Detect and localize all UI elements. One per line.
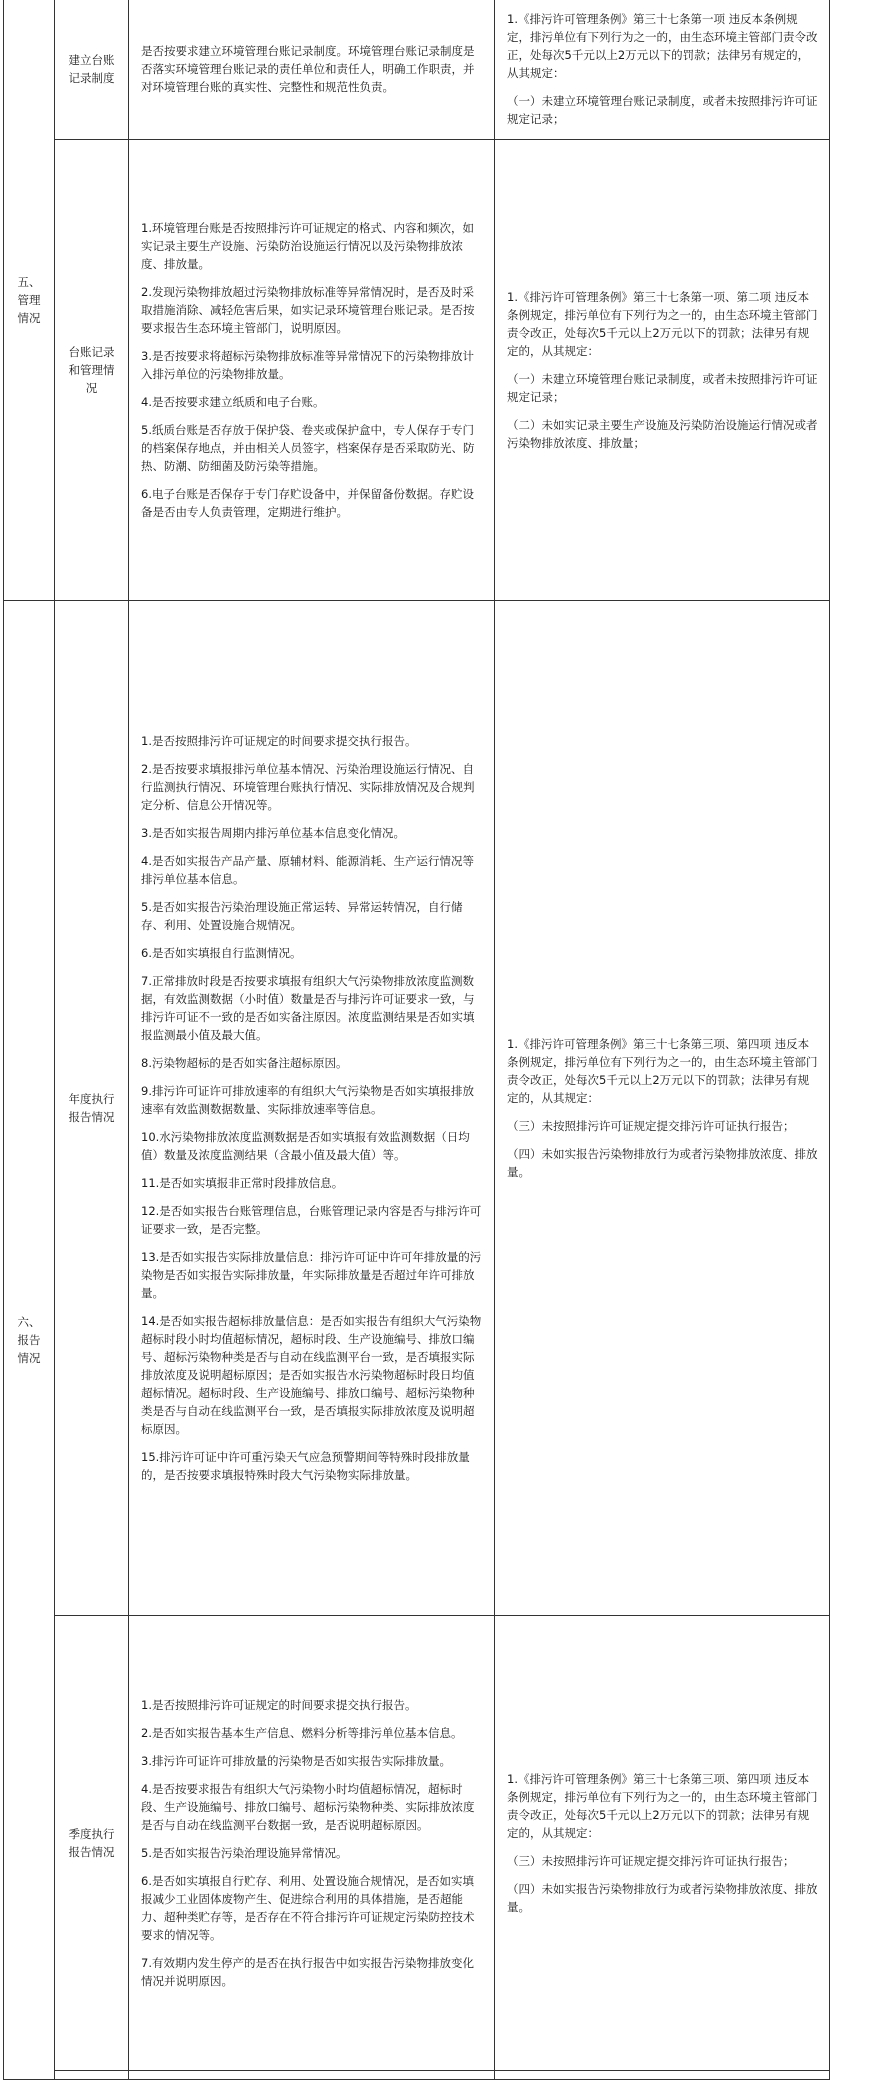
- legal-clause: （三）未按照排污许可证规定提交排污许可证执行报告；: [507, 1119, 795, 1133]
- check-item: 7.正常排放时段是否按要求填报有组织大气污染物排放浓度监测数据，有效监测数据（小时值）数量是否与排污许可证要求一致，与排污许可证不一致的是否如实备注原因。浓度监测结果是否如实填报监测最小值及最大值。: [141, 974, 475, 1042]
- section-label-reporting: 六、 报告 情况: [17, 1315, 41, 1365]
- subcategory-cell: [55, 1616, 129, 2071]
- check-item: 4.是否按要求报告有组织大气污染物小时均值超标情况，超标时段、生产设施编号、排放口编号、超标污染物种类、实际排放浓度是否与自动在线监测平台数据一致，是否说明超标原因。: [141, 1782, 475, 1832]
- check-item: 6.是否如实填报自行监测情况。: [141, 946, 302, 960]
- check-item: 6.电子台账是否保存于专门存贮设备中，并保留备份数据。存贮设备是否由专人负责管理，定期进行维护。: [141, 487, 474, 519]
- check-item: 2.是否如实报告基本生产信息、燃料分析等排污单位基本信息。: [141, 1726, 463, 1740]
- check-item: 11.是否如实填报非正常时段排放信息。: [141, 1176, 344, 1190]
- check-item: 7.有效期内发生停产的是否在执行报告中如实报告污染物排放变化情况并说明原因。: [141, 1956, 474, 1988]
- table-row-continuation: [4, 2071, 830, 2080]
- legal-clause: 1.《排污许可管理条例》第三十七条第三项、第四项 违反本条例规定，排污单位有下列行为之一的，由生态环境主管部门责令改正，处每次5千元以上2万元以下的罚款；法律另有规定的，从其规定：: [507, 1772, 818, 1840]
- legal-clause: 1.《排污许可管理条例》第三十七条第一项 违反本条例规定，排污单位有下列行为之一的，由生态环境主管部门责令改正，处每次5千元以上2万元以下的罚款；法律另有规定的，从其规定：: [507, 12, 818, 80]
- check-item: 12.是否如实报告台账管理信息，台账管理记录内容是否与排污许可证要求一致，是否完整。: [141, 1204, 482, 1236]
- subcategory-label: 季度执行报告情况: [68, 1827, 115, 1859]
- legal-clause: 1.《排污许可管理条例》第三十七条第一项、第二项 违反本条例规定，排污单位有下列行为之一的，由生态环境主管部门责令改正，处每次5千元以上2万元以下的罚款；法律另有规定的，从其规定：: [507, 290, 818, 358]
- section-cell-reporting: [4, 601, 55, 2080]
- legal-clause: 1.《排污许可管理条例》第三十七条第三项、第四项 违反本条例规定，排污单位有下列行为之一的，由生态环境主管部门责令改正，处每次5千元以上2万元以下的罚款；法律另有规定的，从其规定：: [507, 1037, 818, 1105]
- section-cell-management: [4, 0, 55, 601]
- check-item: 是否按要求建立环境管理台账记录制度。环境管理台账记录制度是否落实环境管理台账记录的责任单位和责任人，明确工作职责，并对环境管理台账的真实性、完整性和规范性负责。: [141, 44, 475, 94]
- check-item: 5.是否如实报告污染治理设施正常运转、异常运转情况，自行储存、利用、处置设施合规情况。: [141, 900, 463, 932]
- table-row: [4, 601, 830, 1616]
- legal-clause: （四）未如实报告污染物排放行为或者污染物排放浓度、排放量。: [507, 1147, 818, 1179]
- legal-clause: （三）未按照排污许可证规定提交排污许可证执行报告；: [507, 1854, 795, 1868]
- check-item: 1.环境管理台账是否按照排污许可证规定的格式、内容和频次，如实记录主要生产设施、污染防治设施运行情况以及污染物排放浓度、排放量。: [141, 221, 474, 271]
- subcategory-label: 年度执行报告情况: [68, 1092, 115, 1124]
- check-items-cell: [129, 0, 495, 140]
- empty-cell: [495, 2071, 830, 2080]
- legal-basis-cell: [495, 140, 830, 601]
- subcategory-label: 台账记录和管理情况: [68, 345, 115, 395]
- check-item: 13.是否如实报告实际排放量信息：排污许可证中许可年排放量的污染物是否如实报告实际排放量，年实际排放量是否超过年许可排放量。: [141, 1250, 482, 1300]
- legal-clause: （四）未如实报告污染物排放行为或者污染物排放浓度、排放量。: [507, 1882, 818, 1914]
- check-item: 2.是否按要求填报排污单位基本情况、污染治理设施运行情况、自行监测执行情况、环境管理台账执行情况、实际排放情况及合规判定分析、信息公开情况等。: [141, 762, 475, 812]
- legal-basis-cell: [495, 601, 830, 1616]
- check-item: 8.污染物超标的是否如实备注超标原因。: [141, 1056, 348, 1070]
- table-row: [4, 1616, 830, 2071]
- check-item: 3.是否按要求将超标污染物排放标准等异常情况下的污染物排放计入排污单位的污染物排放量。: [141, 349, 474, 381]
- subcategory-label: 建立台账记录制度: [68, 53, 115, 85]
- check-item: 15.排污许可证中许可重污染天气应急预警期间等特殊时段排放量的，是否按要求填报特殊时段大气污染物实际排放量。: [141, 1450, 470, 1482]
- section-label-management: 五、 管理 情况: [17, 274, 41, 325]
- check-item: 10.水污染物排放浓度监测数据是否如实填报有效监测数据（日均值）数量及浓度监测结果（含最小值及最大值）等。: [141, 1130, 470, 1162]
- check-item: 6.是否如实填报自行贮存、利用、处置设施合规情况，是否如实填报减少工业固体废物产生、促进综合利用的具体措施，是否超能力、超种类贮存等，是否存在不符合排污许可证规定污染防控技术要求的情况等。: [141, 1874, 475, 1942]
- check-item: 5.纸质台账是否存放于保护袋、卷夹或保护盒中，专人保存于专门的档案保存地点，并由相关人员签字，档案保存是否采取防光、防热、防潮、防细菌及防污染等措施。: [141, 423, 475, 473]
- legal-clause: （二）未如实记录主要生产设施及污染防治设施运行情况或者污染物排放浓度、排放量；: [507, 418, 818, 450]
- legal-basis-cell: [495, 0, 830, 140]
- check-item: 9.排污许可证许可排放速率的有组织大气污染物是否如实填报排放速率有效监测数据数量、实际排放速率等信息。: [141, 1084, 474, 1116]
- check-item: 2.发现污染物排放超过污染物排放标准等异常情况时，是否及时采取措施消除、减轻危害后果，如实记录环境管理台账记录。是否按要求报告生态环境主管部门，说明原因。: [141, 285, 475, 335]
- inspection-table: [3, 0, 830, 2080]
- table-row: [4, 140, 830, 601]
- legal-basis-cell: [495, 1616, 830, 2071]
- check-items-cell: [129, 140, 495, 601]
- check-items-cell: [129, 1616, 495, 2071]
- subcategory-cell: [55, 601, 129, 1616]
- check-item: 1.是否按照排污许可证规定的时间要求提交执行报告。: [141, 1698, 417, 1712]
- check-item: 1.是否按照排污许可证规定的时间要求提交执行报告。: [141, 734, 417, 748]
- check-item: 5.是否如实报告污染治理设施异常情况。: [141, 1846, 348, 1860]
- empty-cell: [55, 2071, 129, 2080]
- subcategory-cell: [55, 140, 129, 601]
- empty-cell: [129, 2071, 495, 2080]
- check-item: 3.是否如实报告周期内排污单位基本信息变化情况。: [141, 826, 405, 840]
- table-row: [4, 0, 830, 140]
- check-items-cell: [129, 601, 495, 1616]
- legal-clause: （一）未建立环境管理台账记录制度，或者未按照排污许可证规定记录；: [507, 94, 818, 126]
- check-item: 4.是否按要求建立纸质和电子台账。: [141, 395, 325, 409]
- legal-clause: （一）未建立环境管理台账记录制度，或者未按照排污许可证规定记录；: [507, 372, 818, 404]
- check-item: 4.是否如实报告产品产量、原辅材料、能源消耗、生产运行情况等排污单位基本信息。: [141, 854, 474, 886]
- check-item: 3.排污许可证许可排放量的污染物是否如实报告实际排放量。: [141, 1754, 451, 1768]
- subcategory-cell: [55, 0, 129, 140]
- check-item: 14.是否如实报告超标排放量信息：是否如实报告有组织大气污染物超标时段小时均值超标情况，超标时段、生产设施编号、排放口编号、超标污染物种类是否与自动在线监测平台一致，是否填报实际排放浓度及说明超标原因；是否如实报告水污染物超标时段日均值超标情况。超标时段、生产设施编号、排放口编号、超标污染物种类是否与自动在线监测平台一致，是否填报实际排放浓度及说明超标原因。: [141, 1314, 482, 1436]
